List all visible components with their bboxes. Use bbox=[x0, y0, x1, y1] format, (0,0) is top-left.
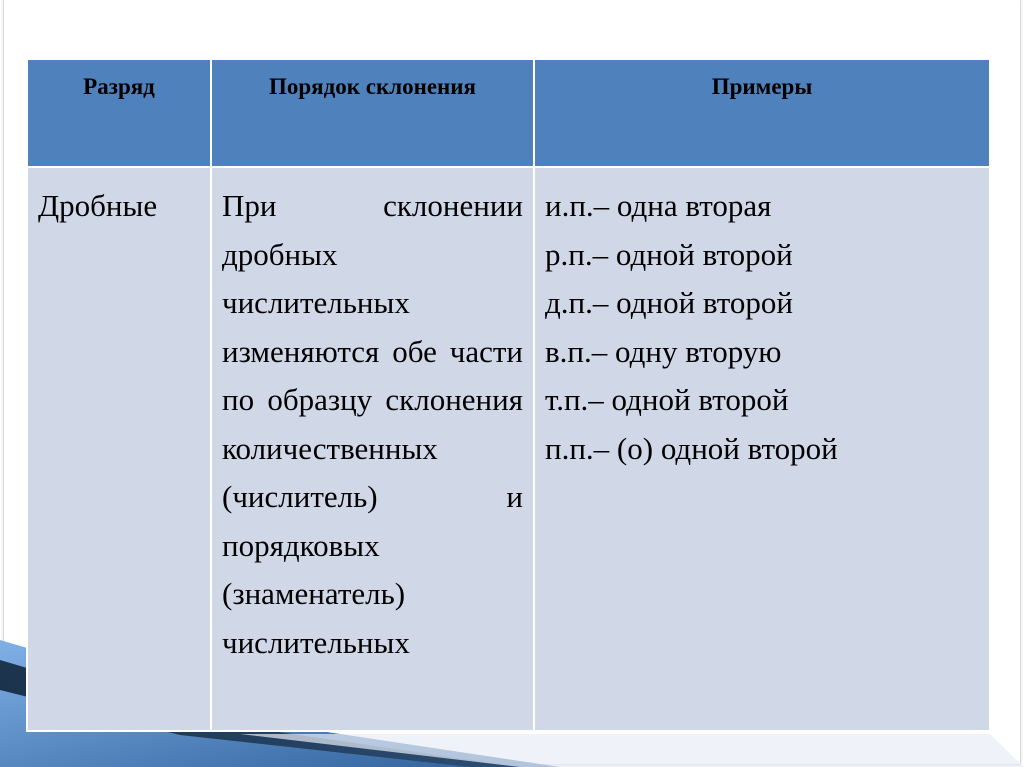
example-prepositional: п.п.– (о) одной второй bbox=[545, 430, 838, 466]
example-nominative: и.п.– одна вторая bbox=[545, 188, 772, 223]
cell-category: Дробные bbox=[27, 167, 211, 731]
header-declension-order: Порядок склонения bbox=[211, 59, 534, 167]
example-dative: д.п.– одной второй bbox=[545, 285, 794, 320]
declension-table bbox=[26, 58, 991, 732]
example-genitive: р.п.– одной второй bbox=[545, 236, 793, 272]
example-instrumental: т.п.– одной второй bbox=[545, 382, 789, 417]
example-accusative: в.п.– одну вторую bbox=[545, 333, 782, 369]
header-category: Разряд bbox=[27, 59, 211, 167]
table-row bbox=[27, 167, 990, 731]
cell-examples bbox=[534, 167, 990, 731]
table-header-row bbox=[27, 59, 990, 167]
header-examples: Примеры bbox=[534, 59, 990, 167]
cell-rule: При склонении дробных числительных изменяются обе части по образцу склонения количественных (числитель) и порядковых (знаменатель) числительных bbox=[211, 167, 534, 731]
